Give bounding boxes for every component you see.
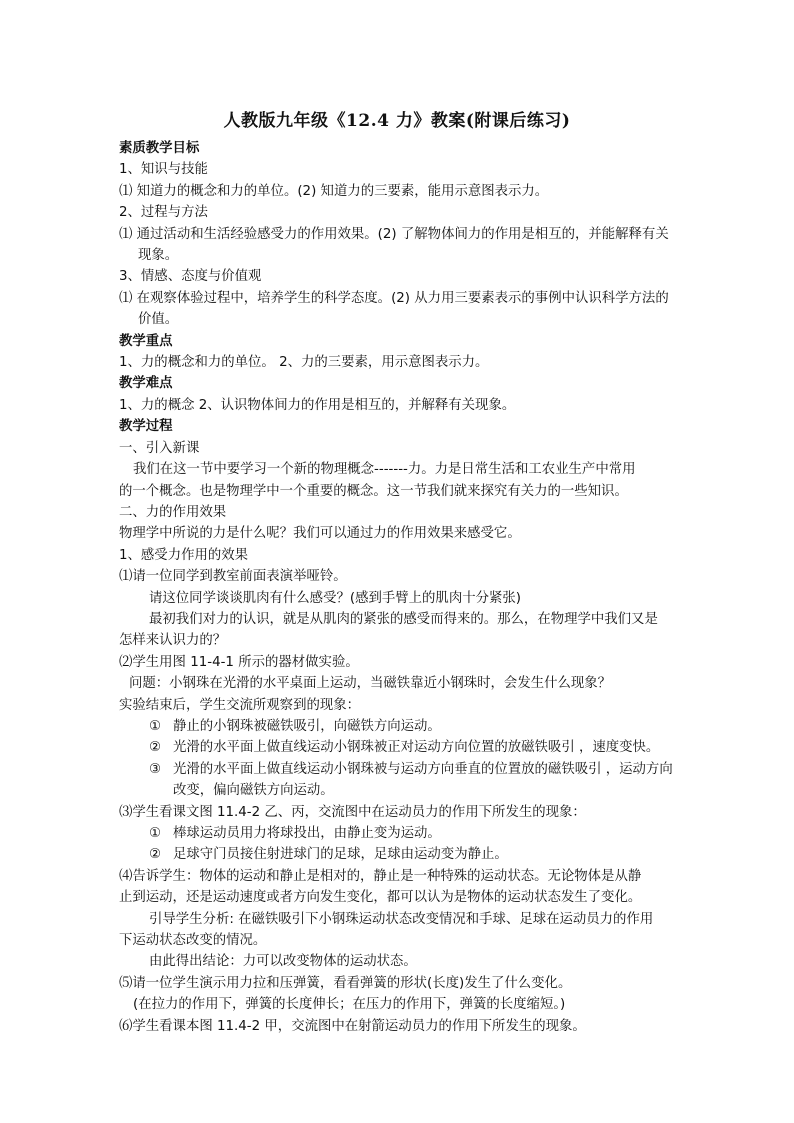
paragraph: ⑵学生用图 11-4-1 所示的器材做实验。 xyxy=(119,654,359,670)
section-heading: 教学难点 xyxy=(119,376,173,392)
list-item-text: 光滑的水平面上做直线运动小钢珠被正对运动方向位置的放磁铁吸引 ，速度变快。 xyxy=(173,740,660,756)
paragraph: ⑴ 在观察体验过程中，培养学生的科学态度。(2) 从力用三要素表示的事例中认识科学方法的价值。 xyxy=(119,290,669,328)
paragraph: ⑶学生看课文图 11.4-2 乙、丙，交流图中在运动员力的作用下所发生的现象： xyxy=(119,804,586,820)
list-item xyxy=(119,716,681,737)
list-marker: ② xyxy=(149,740,162,756)
paragraph: ⑸请一位学生演示用力拉和压弹簧，看看弹簧的形状(长度)发生了什么变化。 xyxy=(119,975,572,991)
paragraph: 物理学中所说的力是什么呢？我们可以通过力的作用效果来感受它。 xyxy=(119,526,521,542)
list-item xyxy=(119,759,681,802)
document-body xyxy=(119,138,681,1037)
subheading: 3、情感、态度与价值观 xyxy=(119,269,262,285)
list-item-text: 足球守门员接住射进球门的足球，足球由运动变为静止。 xyxy=(173,847,508,863)
section-heading: 教学过程 xyxy=(119,419,173,435)
section-heading: 素质教学目标 xyxy=(119,141,200,156)
paragraph: 由此得出结论：力可以改变物体的运动状态。 xyxy=(149,954,417,970)
paragraph: 1、力的概念 2、认识物体间力的作用是相互的，并解释有关现象。 xyxy=(119,397,516,413)
list-item xyxy=(119,737,681,758)
paragraph: 问题：小钢珠在光滑的水平桌面上运动，当磁铁靠近小钢珠时，会发生什么现象？ xyxy=(129,676,612,692)
paragraph: 最初我们对力的认识，就是从肌肉的紧张的感受而得来的。那么，在物理学中我们又是 xyxy=(149,611,658,627)
subheading: 二、力的作用效果 xyxy=(119,504,227,520)
subheading: 1、知识与技能 xyxy=(119,162,208,178)
paragraph: 止到运动，还是运动速度或者方向发生变化，都可以认为是物体的运动状态发生了变化。 xyxy=(119,890,642,906)
list-item-text: 静止的小钢珠被磁铁吸引，向磁铁方向运动。 xyxy=(173,718,441,734)
paragraph: ⑴ 通过活动和生活经验感受力的作用效果。(2) 了解物体间力的作用是相互的，并能解释有关现象。 xyxy=(119,226,669,264)
paragraph: 下运动状态改变的情况。 xyxy=(119,933,267,949)
paragraph: 的一个概念。也是物理学中一个重要的概念。这一节我们就来探究有关力的一些知识。 xyxy=(119,483,628,499)
document-title: 人教版九年级《12.4 力》教案(附课后练习) xyxy=(223,111,571,131)
subheading: 一、引入新课 xyxy=(119,440,200,456)
section-heading: 教学重点 xyxy=(119,333,173,349)
paragraph: ⑴请一位同学到教室前面表演举哑铃。 xyxy=(119,569,347,585)
list-item xyxy=(119,823,681,844)
list-marker: ③ xyxy=(149,761,162,777)
paragraph: ⑴ 知道力的概念和力的单位。(2) 知道力的三要素，能用示意图表示力。 xyxy=(119,183,549,199)
list-item xyxy=(119,844,681,865)
paragraph: ⑹学生看课本图 11.4-2 甲，交流图中在射箭运动员力的作用下所发生的现象。 xyxy=(119,1018,586,1034)
paragraph: 1、力的概念和力的单位。 2、力的三要素，用示意图表示力。 xyxy=(119,355,489,371)
paragraph: 请这位同学谈谈肌肉有什么感受？(感到手臂上的肌肉十分紧张) xyxy=(149,590,521,606)
list-item-text: 棒球运动员用力将球投出，由静止变为运动。 xyxy=(173,826,441,841)
paragraph: 实验结束后，学生交流所观察到的现象： xyxy=(119,697,361,713)
list-marker: ① xyxy=(149,826,162,841)
list-item-text: 光滑的水平面上做直线运动小钢珠被与运动方向垂直的位置放的磁铁吸引 ，运动方向改变，偏向磁铁方向运动。 xyxy=(173,761,673,799)
paragraph: (在拉力的作用下，弹簧的长度伸长；在压力的作用下，弹簧的长度缩短。) xyxy=(133,997,566,1013)
paragraph: 引导学生分析: 在磁铁吸引下小钢珠运动状态改变情况和手球、足球在运动员力的作用 xyxy=(149,911,654,927)
subheading: 1、感受力作用的效果 xyxy=(119,547,249,563)
list-marker: ① xyxy=(149,718,162,734)
paragraph: 我们在这一节中要学习一个新的物理概念-------力。力是日常生活和工农业生产中常用 xyxy=(133,462,636,478)
paragraph: ⑷告诉学生：物体的运动和静止是相对的，静止是一种特殊的运动状态。无论物体是从静 xyxy=(119,868,642,884)
list-marker: ② xyxy=(149,847,162,863)
subheading: 2、过程与方法 xyxy=(119,205,208,221)
paragraph: 怎样来认识力的？ xyxy=(119,633,227,649)
